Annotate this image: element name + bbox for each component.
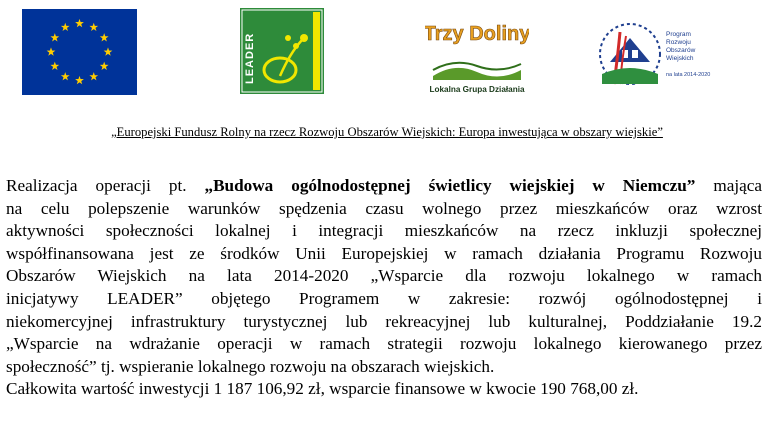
prow-line4: Wiejskich [666, 55, 694, 62]
body-line-1-pre: Realizacja operacji pt. [6, 176, 205, 195]
body-line-4: współfinansowana jest ze środków Unii Europejskiej w ramach działania Programu Rozwoju [6, 243, 762, 263]
body-line-8: „Wsparcie na wdrażanie operacji w ramach strategii rozwoju lokalnego kierowanego przez [6, 334, 762, 354]
leader-text: LEADER [244, 32, 256, 84]
leader-logo [240, 8, 324, 94]
total-value-line: Całkowita wartość inwestycji 1 187 106,92 zł, wsparcie finansowe w kwocie 190 768,00 zł. [6, 379, 639, 399]
announcement-body [6, 175, 762, 401]
body-line-9: społeczność” tj. wspieranie lokalnego rozwoju na obszarach wiejskich. [6, 356, 495, 376]
trzy-doliny-logo [425, 14, 529, 96]
body-line-6: inicjatywy LEADER” objętego Programem w zakresie: rozwój ogólnodostępnej i [6, 288, 762, 308]
body-line-2: na celu polepszenie warunków spędzenia czasu wolnego przez mieszkańców oraz wzrost [6, 198, 762, 218]
body-line-1 [6, 175, 762, 198]
body-line-7: niekomercyjnej infrastruktury turystycznej lub rekreacyjnej lub kulturalnej, Poddziałanie 19.2 [6, 311, 762, 331]
motto-text: „Europejski Fundusz Rolny na rzecz Rozwoju Obszarów Wiejskich: Europa inwestująca w obszary wiejskie” [111, 125, 663, 139]
body-line-3: aktywności społeczności lokalnej i integracji mieszkańców na rzecz inkluzji społecznej [6, 221, 762, 241]
project-title: „Budowa ogólnodostępnej świetlicy wiejskiej w Niemczu” [204, 176, 696, 195]
prow-line2: Rozwoju [666, 39, 691, 46]
lgd-caption: Lokalna Grupa Działania [429, 85, 525, 94]
lgd-title: Trzy Doliny [425, 23, 529, 45]
prow-line5: na lata 2014-2020 [666, 72, 711, 78]
body-line-1-post: mająca [695, 176, 762, 195]
prow-line1: Program [666, 31, 691, 38]
eu-flag-logo [22, 9, 137, 95]
body-line-5: Obszarów Wiejskich na lata 2014-2020 „Wsparcie dla rozwoju lokalnego w ramach [6, 266, 762, 286]
prow-line3: Obszarów [666, 47, 696, 54]
prow-logo [596, 14, 720, 96]
